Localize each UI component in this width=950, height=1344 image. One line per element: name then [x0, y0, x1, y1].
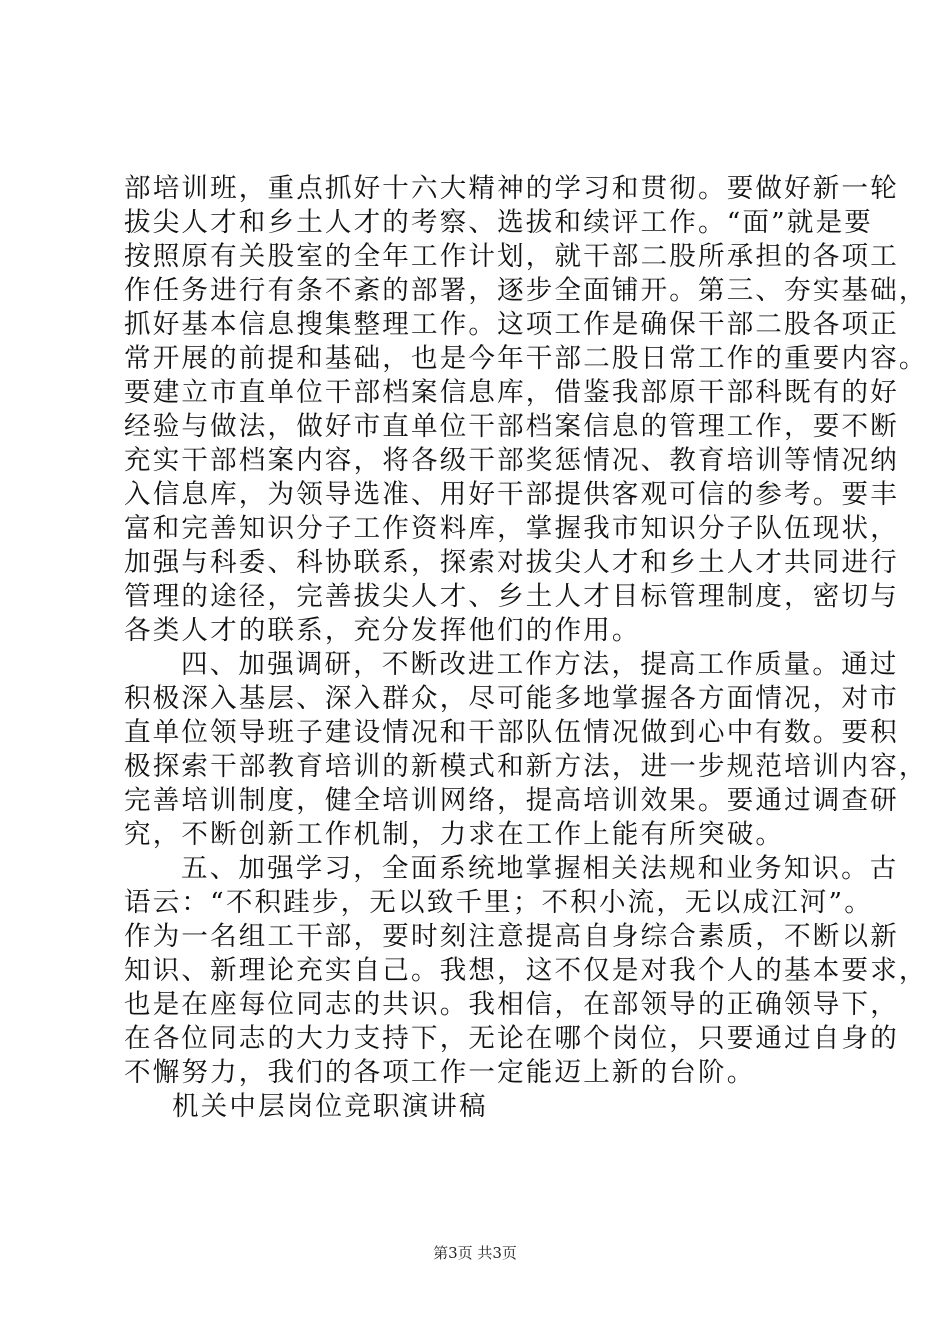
text-line: 极探索干部教育培训的新模式和新方法，进一步规范培训内容，: [124, 751, 928, 782]
text-line: 经验与做法，做好市直单位干部档案信息的管理工作，要不断: [124, 411, 899, 442]
text-line: 部培训班，重点抓好十六大精神的学习和贯彻。要做好新一轮: [124, 173, 899, 204]
text-line: 作任务进行有条不紊的部署，逐步全面铺开。第三、夯实基础，: [124, 275, 928, 306]
text-line: 充实干部档案内容，将各级干部奖惩情况、教育培训等情况纳: [124, 445, 899, 476]
text-line: 要建立市直单位干部档案信息库，借鉴我部原干部科既有的好: [124, 377, 899, 408]
text-line: 完善培训制度，健全培训网络，提高培训效果。要通过调查研: [124, 785, 899, 816]
paragraph-start-line: 四、加强调研，不断改进工作方法，提高工作质量。通过: [181, 649, 899, 680]
text-line: 究，不断创新工作机制，力求在工作上能有所突破。: [124, 819, 785, 850]
text-line: 抓好基本信息搜集整理工作。这项工作是确保干部二股各项正: [124, 309, 899, 340]
text-line: 管理的途径，完善拔尖人才、乡土人才目标管理制度，密切与: [124, 581, 899, 612]
text-line: 直单位领导班子建设情况和干部队伍情况做到心中有数。要积: [124, 717, 899, 748]
text-line: 也是在座每位同志的共识。我相信，在部领导的正确领导下，: [124, 989, 899, 1020]
text-line: 常开展的前提和基础，也是今年干部二股日常工作的重要内容。: [124, 343, 928, 374]
text-line: 加强与科委、科协联系，探索对拔尖人才和乡土人才共同进行: [124, 547, 899, 578]
text-line: 知识、新理论充实自己。我想，这不仅是对我个人的基本要求，: [124, 955, 928, 986]
text-line: 积极深入基层、深入群众，尽可能多地掌握各方面情况，对市: [124, 683, 899, 714]
text-line: 作为一名组工干部，要时刻注意提高自身综合素质，不断以新: [124, 921, 899, 952]
paragraph-start-line: 五、加强学习，全面系统地掌握相关法规和业务知识。古: [181, 853, 899, 884]
page-number-footer: 第3页 共3页: [433, 1244, 517, 1262]
text-line: 按照原有关股室的全年工作计划，就干部二股所承担的各项工: [124, 241, 899, 272]
text-line: 各类人才的联系，充分发挥他们的作用。: [124, 615, 641, 646]
text-line: 不懈努力，我们的各项工作一定能迈上新的台阶。: [124, 1057, 756, 1088]
text-line: 语云：“不积跬步，无以致千里；不积小流，无以成江河”。: [124, 887, 873, 918]
text-line: 富和完善知识分子工作资料库，掌握我市知识分子队伍现状，: [124, 513, 899, 544]
text-line: 入信息库，为领导选准、用好干部提供客观可信的参考。要丰: [124, 479, 899, 510]
document-title-line: 机关中层岗位竞职演讲稿: [172, 1091, 488, 1122]
text-line: 拔尖人才和乡土人才的考察、选拔和续评工作。“面”就是要: [124, 207, 873, 238]
text-line: 在各位同志的大力支持下，无论在哪个岗位，只要通过自身的: [124, 1023, 899, 1054]
